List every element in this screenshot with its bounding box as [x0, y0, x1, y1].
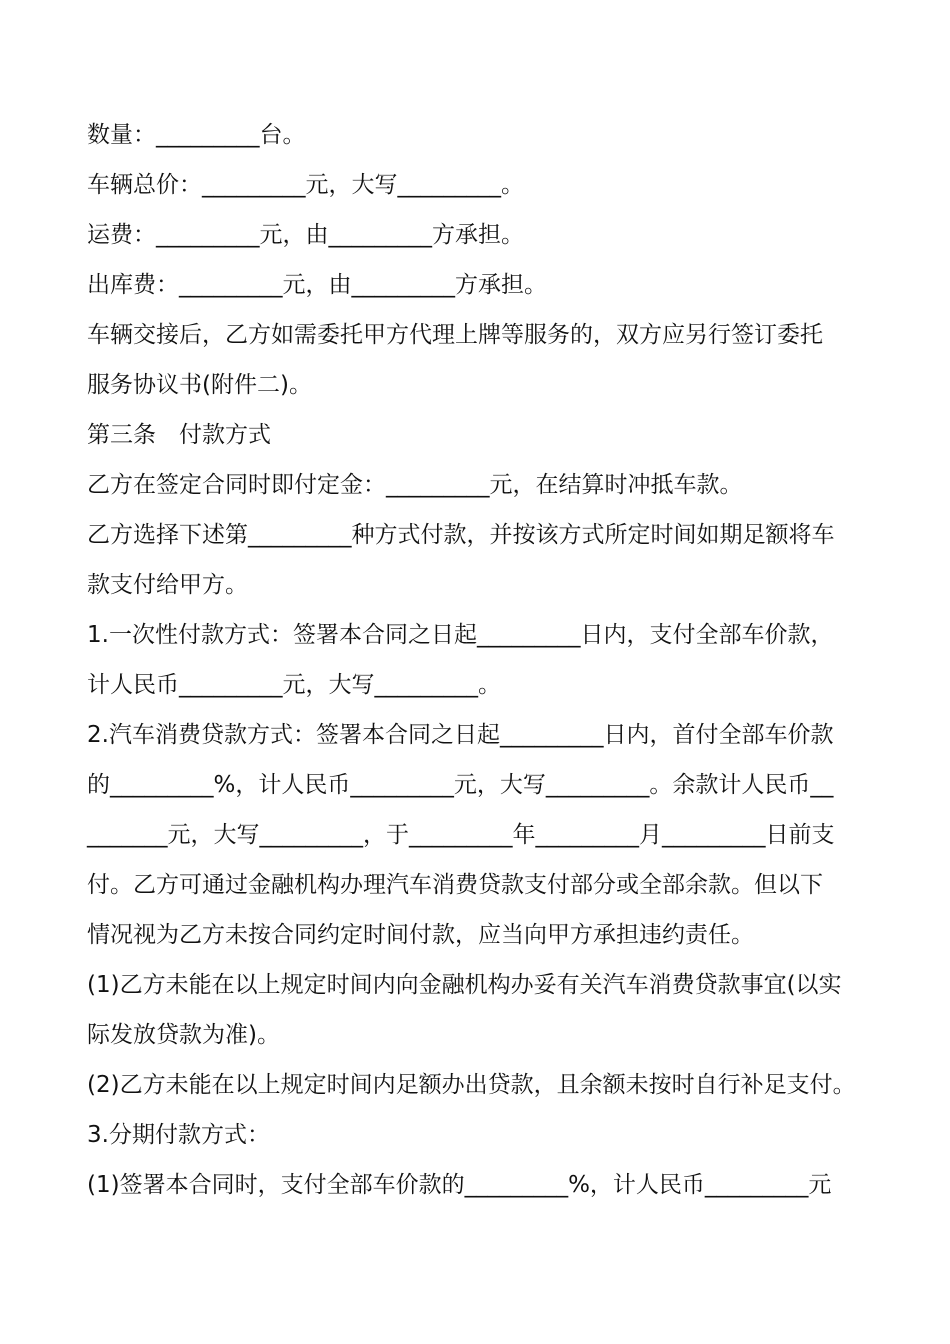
- text-line-payment-choice: 乙方选择下述第_________种方式付款，并按该方式所定时间如期足额将车: [87, 522, 835, 548]
- text-line-loan-cont-2: _______元，大写_________，于_________年_________月_________日前支: [87, 822, 835, 848]
- text-line-freight: 运费：_________元，由_________方承担。: [87, 222, 524, 248]
- text-line-installment-1: (1)签署本合同时，支付全部车价款的_________%，计人民币_________元: [87, 1172, 832, 1198]
- text-line-handover-cont: 服务协议书(附件二)。: [87, 372, 312, 398]
- text-line-deposit: 乙方在签定合同时即付定金：_________元，在结算时冲抵车款。: [87, 472, 743, 498]
- text-line-lump-sum-cont: 计人民币_________元，大写_________。: [87, 672, 501, 698]
- text-line-lump-sum: 1.一次性付款方式：签署本合同之日起_________日内，支付全部车价款，: [87, 622, 834, 648]
- contract-text: [87, 110, 877, 1210]
- text-line-loan-cont-1: 的_________%，计人民币_________元，大写_________。余款计人民币__: [87, 772, 834, 798]
- text-line-installment: 3.分期付款方式：: [87, 1122, 270, 1148]
- text-line-loan-cont-3: 付。乙方可通过金融机构办理汽车消费贷款支付部分或全部余款。但以下: [87, 872, 823, 898]
- text-line-breach-1: (1)乙方未能在以上规定时间内向金融机构办妥有关汽车消费贷款事宜(以实: [87, 972, 842, 998]
- text-line-quantity: 数量：_________台。: [87, 122, 306, 148]
- text-line-total-price: 车辆总价：_________元，大写_________。: [87, 172, 524, 198]
- text-line-loan-cont-4: 情况视为乙方未按合同约定时间付款，应当向甲方承担违约责任。: [87, 922, 754, 948]
- section-heading-payment: 第三条 付款方式: [87, 422, 271, 448]
- text-line-breach-1-cont: 际发放贷款为准)。: [87, 1022, 280, 1048]
- text-line-payment-choice-cont: 款支付给甲方。: [87, 572, 248, 598]
- text-line-loan: 2.汽车消费贷款方式：签署本合同之日起_________日内，首付全部车价款: [87, 722, 834, 748]
- text-line-handover: 车辆交接后，乙方如需委托甲方代理上牌等服务的，双方应另行签订委托: [87, 322, 823, 348]
- text-line-warehouse-fee: 出库费：_________元，由_________方承担。: [87, 272, 547, 298]
- text-line-breach-2: (2)乙方未能在以上规定时间内足额办出贷款，且余额未按时自行补足支付。: [87, 1072, 856, 1098]
